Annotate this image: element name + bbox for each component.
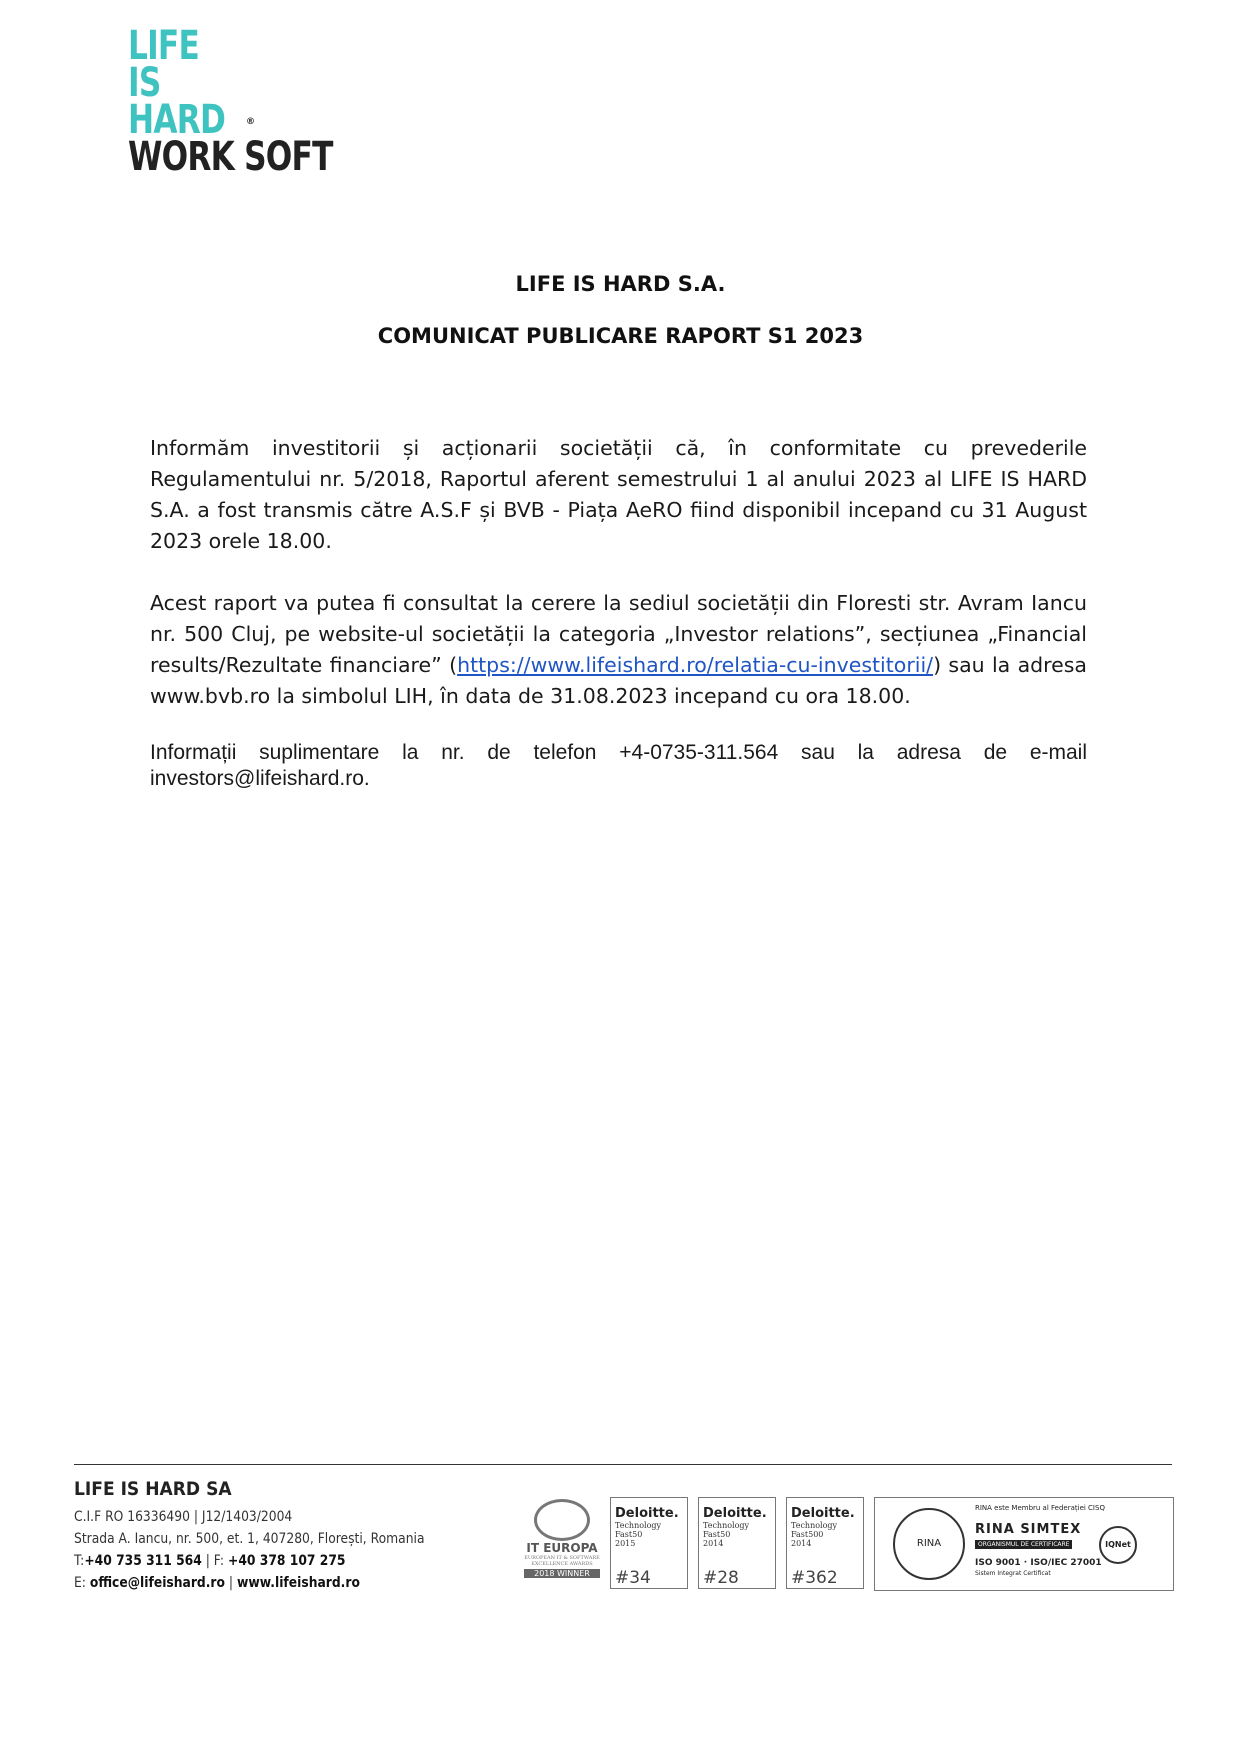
rina-seal-icon: RINA: [893, 1508, 965, 1580]
document-title: LIFE IS HARD S.A.: [515, 272, 726, 296]
footer-website[interactable]: www.lifeishard.ro: [236, 1575, 360, 1591]
web-sep: |: [224, 1575, 237, 1591]
deloitte-program: Technology Fast50: [615, 1521, 662, 1539]
deloitte-badge-2014-fast500: [786, 1497, 864, 1589]
paragraph-contact: Informații suplimentare la nr. de telefon +4-0735-311.564 sau la adresa de e-mail investors@lifeishard.ro.: [150, 741, 1087, 790]
rina-certification-badge: [874, 1497, 1174, 1591]
deloitte-year: 2015: [615, 1539, 636, 1548]
company-logo: [128, 23, 390, 180]
footer-cif: C.I.F RO 16336490 | J12/1403/2004: [74, 1509, 293, 1525]
footer-divider: [74, 1464, 1172, 1465]
paragraph-availability: [150, 588, 1087, 712]
tel-label: T:: [74, 1553, 85, 1569]
footer-phone: +40 735 311 564: [84, 1553, 202, 1569]
email-label: E:: [74, 1575, 90, 1591]
rina-org: ORGANISMUL DE CERTIFICARE: [975, 1540, 1072, 1549]
deloitte-brand: Deloitte.: [703, 1506, 767, 1521]
footer-contact-line: [74, 1575, 360, 1591]
deloitte-program: Technology Fast500: [791, 1521, 838, 1539]
document-subtitle: COMUNICAT PUBLICARE RAPORT S1 2023: [377, 324, 864, 348]
rina-name: RINA SIMTEX: [975, 1522, 1082, 1537]
deloitte-badge-2014-fast50: [698, 1497, 776, 1589]
deloitte-year: 2014: [703, 1539, 724, 1548]
paragraph-announcement: Informăm investitorii și acționarii societății că, în conformitate cu prevederile Regulamentului nr. 5/2018, Raportul aferent semestrului 1 al anului 2023 al LIFE IS HARD S.A. a fost transmis către A.S.F și BVB - Piața AeRO fiind disponibil incepand cu 31 August 2023 orele 18.00.: [150, 436, 1087, 553]
footer-fax: +40 378 107 275: [228, 1553, 346, 1569]
deloitte-rank: #362: [791, 1568, 838, 1588]
it-europa-caption: EUROPEAN IT & SOFTWARE EXCELLENCE AWARDS: [524, 1555, 600, 1567]
it-europa-award-badge: [524, 1497, 600, 1589]
logo-line-work-soft: WORK SOFT: [128, 134, 333, 180]
footer-company-name: LIFE IS HARD SA: [74, 1478, 232, 1500]
investor-relations-link[interactable]: https://www.lifeishard.ro/relatia-cu-investitorii/: [457, 653, 934, 677]
paragraph-availability-text: Acest raport va putea fi consultat la cerere la sediul societății din Floresti str. Avram Iancu nr. 500 Cluj, pe website-ul societății la categoria „Investor relations”, secțiunea „Financial results/Rezultate financiare” (: [150, 591, 1087, 677]
rina-system: Sistem Integrat Certificat: [975, 1570, 1051, 1577]
deloitte-brand: Deloitte.: [791, 1506, 855, 1521]
footer-email[interactable]: office@lifeishard.ro: [89, 1575, 225, 1591]
it-europa-name: IT EUROPA: [526, 1541, 598, 1555]
fax-label: | F:: [201, 1553, 228, 1569]
registered-mark: ®: [246, 117, 254, 127]
deloitte-rank: #28: [703, 1568, 739, 1588]
it-europa-winner: 2018 WINNER: [524, 1569, 600, 1578]
rina-member-text: RINA este Membru al Federației CISQ: [975, 1504, 1105, 1512]
paragraph-availability-text-end: ) sau la adresa www.bvb.ro la simbolul LIH, în data de 31.08.2023 incepand cu ora 18.00.: [150, 653, 1087, 708]
iqnet-icon: IQNet: [1099, 1526, 1137, 1564]
logo-line-life: LIFE: [128, 23, 200, 69]
it-europa-icon: [534, 1499, 590, 1541]
logo-line-hard: HARD: [128, 97, 226, 143]
deloitte-badge-2015: [610, 1497, 688, 1589]
footer-address: Strada A. Iancu, nr. 500, et. 1, 407280, Florești, Romania: [74, 1531, 425, 1547]
rina-iso: ISO 9001 · ISO/IEC 27001: [975, 1558, 1102, 1568]
deloitte-brand: Deloitte.: [615, 1506, 679, 1521]
deloitte-program: Technology Fast50: [703, 1521, 750, 1539]
deloitte-year: 2014: [791, 1539, 812, 1548]
deloitte-rank: #34: [615, 1568, 651, 1588]
logo-line-is: IS: [128, 60, 161, 106]
footer-phone-line: [74, 1553, 345, 1569]
